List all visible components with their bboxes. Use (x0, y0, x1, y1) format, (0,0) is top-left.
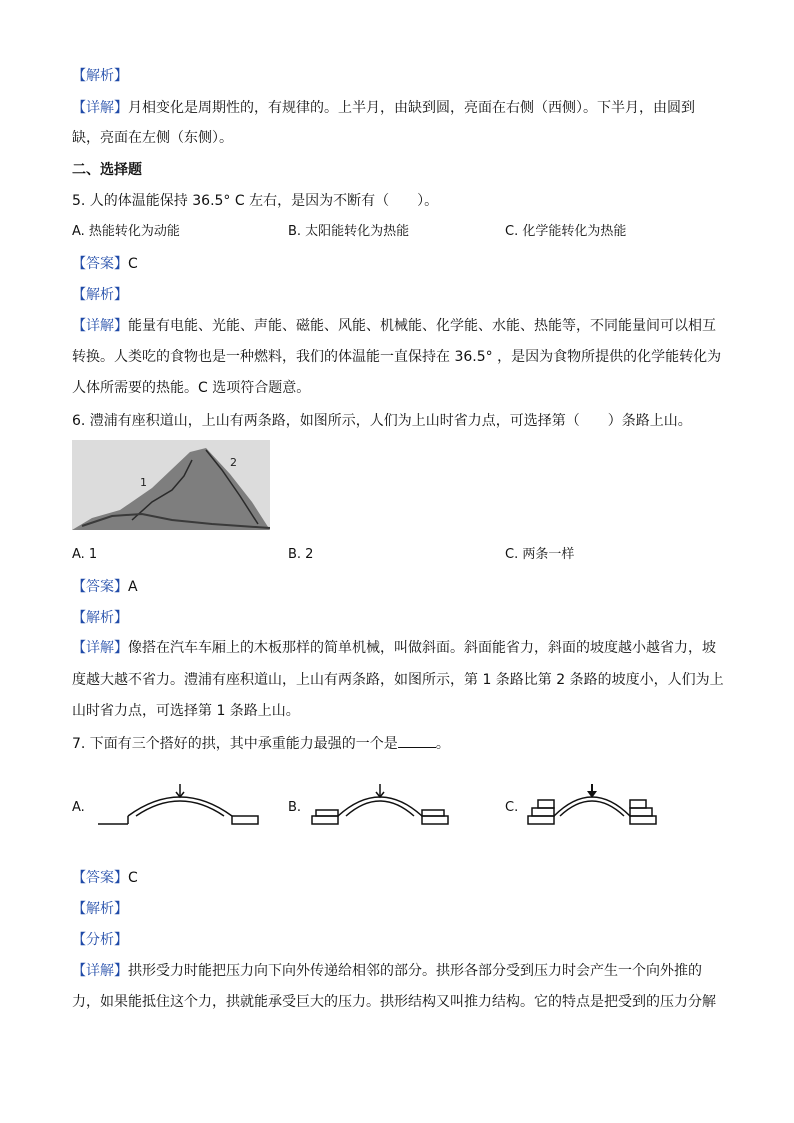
q5-detail-line: 人体所需要的热能。C 选项符合题意。 (72, 380, 311, 396)
q5-answer: 【答案】C (72, 256, 138, 272)
q5-option-b: B. 太阳能转化为热能 (288, 224, 410, 239)
section-heading: 二、选择题 (72, 162, 142, 178)
q7-detail-line: 力，如果能抵住这个力，拱就能承受巨大的压力。拱形结构又叫推力结构。它的特点是把受到的压力分解 (72, 994, 716, 1010)
q5-option-c: C. 化学能转化为热能 (505, 224, 627, 239)
question-7: 7. 下面有三个搭好的拱，其中承重能力最强的一个是 。 (72, 733, 450, 754)
q7-detail-line: 【详解】拱形受力时能把压力向下向外传递给相邻的部分。拱形各部分受到压力时会产生一个向外推的 (72, 963, 702, 979)
arch-a-figure (96, 782, 266, 828)
arch-a-label: A. (72, 800, 85, 815)
question-6: 6. 澧浦有座积道山，上山有两条路，如图所示，人们为上山时省力点，可选择第（ ）条路上山。 (72, 413, 692, 429)
q5-analysis-label: 【解析】 (72, 287, 128, 303)
path-label-1: 1 (140, 476, 147, 489)
q5-detail-line: 转换。人类吃的食物也是一种燃料，我们的体温能一直保持在 36.5° ，是因为食物所提供的化学能转化为 (72, 349, 722, 365)
q6-answer: 【答案】A (72, 579, 138, 595)
q7-analysis-label: 【解析】 (72, 901, 128, 917)
q7-answer: 【答案】C (72, 870, 138, 886)
analysis-label-1: 【解析】 (72, 68, 128, 84)
arch-b-figure (310, 782, 480, 828)
question-5: 5. 人的体温能保持 36.5° C 左右，是因为不断有（ ）。 (72, 193, 439, 209)
q5-option-a: A. 热能转化为动能 (72, 224, 180, 239)
arch-b-label: B. (288, 800, 302, 815)
detail-line: 缺，亮面在左侧（东侧）。 (72, 130, 233, 146)
q6-analysis-label: 【解析】 (72, 610, 128, 626)
detail-line: 【详解】月相变化是周期性的，有规律的。上半月，由缺到圆，亮面在右侧（西侧）。下半月，由圆到 (72, 100, 695, 116)
arch-c-figure (524, 780, 664, 830)
q6-detail-line: 【详解】像搭在汽车车厢上的木板那样的简单机械，叫做斜面。斜面能省力，斜面的坡度越小越省力，坡 (72, 640, 716, 656)
mountain-figure (72, 440, 270, 530)
q6-detail-line: 度越大越不省力。澧浦有座积道山，上山有两条路，如图所示，第 1 条路比第 2 条路的坡度小，人们为上 (72, 672, 724, 688)
q7-fenxi-label: 【分析】 (72, 932, 128, 948)
q5-detail-line: 【详解】能量有电能、光能、声能、磁能、风能、机械能、化学能、水能、热能等，不同能量间可以相互 (72, 318, 716, 334)
path-label-2: 2 (230, 456, 237, 469)
arch-c-label: C. (505, 800, 519, 815)
q6-option-b: B. 2 (288, 547, 314, 562)
q6-option-a: A. 1 (72, 547, 98, 562)
q6-option-c: C. 两条一样 (505, 547, 575, 562)
q6-detail-line: 山时省力点，可选择第 1 条路上山。 (72, 703, 300, 719)
answer-blank (398, 733, 436, 748)
